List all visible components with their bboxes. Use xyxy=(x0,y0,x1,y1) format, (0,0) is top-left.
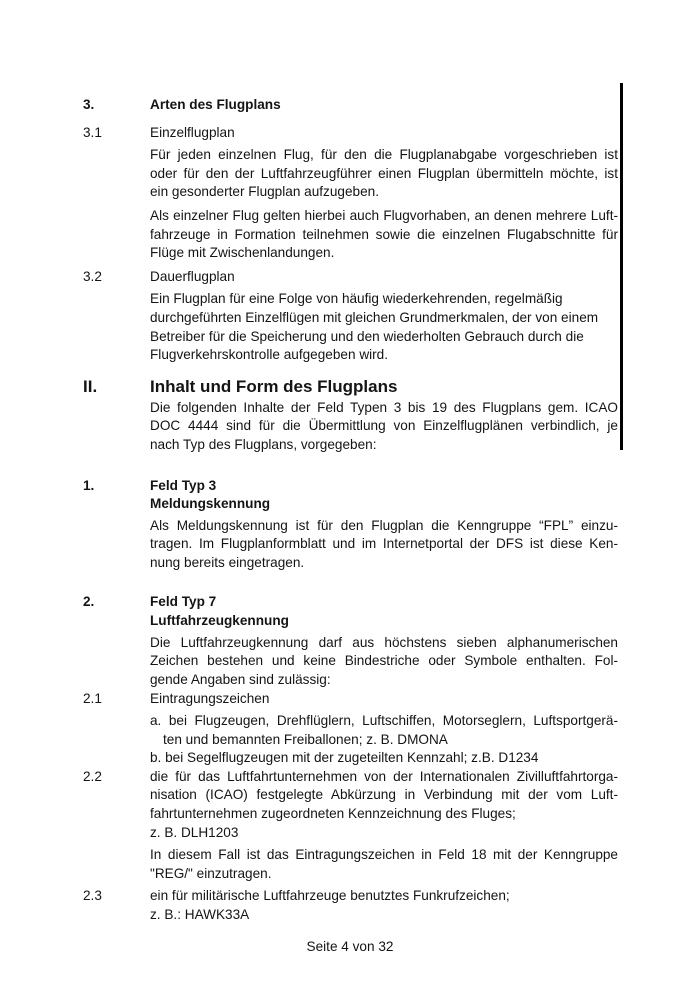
item-number: 3.1 xyxy=(83,124,102,140)
text-line: Ein Flugplan für eine Folge von häufig wiederkehrenden, regelmäßig xyxy=(150,291,563,307)
text-line: Als einzelner Flug gelten hierbei auch Flugvorhaben, an denen mehrere Luft- xyxy=(150,207,618,223)
text-line: die für das Luftfahrtunternehmen von der Internationalen Zivilluftfahrtorga- xyxy=(150,768,618,784)
text-line: Zeichen bestehen und keine Bindestriche oder Symbole enthalten. Fol- xyxy=(150,653,618,669)
text-line: Die folgenden Inhalte der Feld Typen 3 bis 19 des Flugplans gem. ICAO xyxy=(150,399,618,415)
chapter-title xyxy=(150,376,618,397)
item-label-3-2 xyxy=(83,268,618,287)
paragraph-text xyxy=(150,146,618,202)
paragraph-text xyxy=(150,768,618,842)
text-line: b. bei Segelflugzeugen mit der zugeteilten Kennzahl; z.B. D1234 xyxy=(150,750,539,766)
text-line: Meldungskennung xyxy=(150,496,271,512)
page-footer: Seite 4 von 32 xyxy=(306,939,394,954)
item-number: 2.3 xyxy=(83,888,102,904)
text-line: ein für militärische Luftfahrzeuge benutztes Funkrufzeichen; xyxy=(150,888,510,904)
paragraph xyxy=(83,634,618,690)
paragraph-text xyxy=(150,887,618,924)
text-line: fahrzeuge in Formation teilnehmen sowie die einzelnen Flugabschnitte für xyxy=(150,226,618,242)
paragraph-text xyxy=(150,290,618,364)
paragraph xyxy=(83,207,618,263)
paragraph-text xyxy=(150,846,618,883)
paragraph xyxy=(83,517,618,573)
text-line: Inhalt und Form des Flugplans xyxy=(150,376,398,396)
text-line: In diesem Fall ist das Eintragungszeichen in Feld 18 mit der Kenngruppe xyxy=(150,847,618,863)
chapter-heading-2 xyxy=(83,376,618,397)
text-line: Einzelflugplan xyxy=(150,124,235,140)
text-line: DOC 4444 sind für die Übermittlung von Einzelflugplänen verbindlich, je xyxy=(150,418,618,434)
text-line: z. B.: HAWK33A xyxy=(150,906,250,922)
text-line: fahrtunternehmen zugeordneten Kennzeichnung des Fluges; xyxy=(150,806,516,821)
text-line: Eintragungszeichen xyxy=(150,691,270,707)
item-label-3-1 xyxy=(83,124,618,143)
text-line: Für jeden einzelnen Flug, für den die Flugplanabgabe vorgeschrieben ist xyxy=(150,147,618,163)
paragraph xyxy=(83,290,618,364)
section-heading-3 xyxy=(83,96,618,115)
text-line: gende Angaben sind zulässig: xyxy=(150,671,331,687)
list-text xyxy=(150,712,618,768)
sub-heading-feld-typ-7 xyxy=(83,593,618,630)
text-line: a. bei Flugzeugen, Drehflüglern, Luftschiffen, Motorseglern, Luftsportgerä- xyxy=(150,713,618,729)
text-line: nach Typ des Flugplans, vorgegeben: xyxy=(150,436,377,452)
text-line: Als Meldungskennung ist für den Flugplan die Kenngruppe “FPL” einzu- xyxy=(150,517,618,533)
text-line: Betreiber für die Speicherung und den wiederholten Gebrauch durch die xyxy=(150,328,584,344)
paragraph-text xyxy=(150,399,618,455)
item-title xyxy=(150,124,618,143)
text-line: z. B. DLH1203 xyxy=(150,824,239,840)
paragraph-text xyxy=(150,634,618,690)
text-line: Arten des Flugplans xyxy=(150,97,281,112)
text-line: nisation (ICAO) festgelegte Abkürzung in Verbindung mit der vom Luft- xyxy=(150,787,618,803)
sub-heading-number: 2. xyxy=(83,594,95,610)
item-paragraph-2-3 xyxy=(83,887,618,924)
text-line: Luftfahrzeugkennung xyxy=(150,613,289,629)
paragraph xyxy=(83,846,618,883)
text-line: "REG/" einzutragen. xyxy=(150,865,272,881)
paragraph xyxy=(83,146,618,202)
item-title xyxy=(150,690,618,709)
text-line: Flüge mit Zwischenlandungen. xyxy=(150,245,335,261)
text-line: ein gesonderter Flugplan aufzugeben. xyxy=(150,184,379,200)
item-label-2-1 xyxy=(83,690,618,709)
section-title xyxy=(150,96,618,115)
text-line: oder für den der Luftfahrzeugführer einen Flugplan übermitteln möchte, ist xyxy=(150,165,618,181)
sub-heading-number: 1. xyxy=(83,477,95,493)
text-line: nung bereits eingetragen. xyxy=(150,554,305,570)
document-body xyxy=(83,96,618,925)
text-line: Flugverkehrskontrolle aufgegeben wird. xyxy=(150,347,389,363)
text-line: ten und bemannten Freiballonen; z. B. DMONA xyxy=(163,731,448,747)
sub-heading-feld-typ-3 xyxy=(83,477,618,514)
text-line: tragen. Im Flugplanformblatt und im Internetportal der DFS ist diese Ken- xyxy=(150,536,618,552)
item-number: 2.1 xyxy=(83,691,102,707)
text-line: Feld Typ 7 xyxy=(150,594,217,610)
item-paragraph-2-2 xyxy=(83,768,618,842)
section-number: 3. xyxy=(83,97,95,112)
paragraph-text xyxy=(150,207,618,263)
paragraph xyxy=(83,399,618,455)
sub-heading-title xyxy=(150,593,618,630)
text-line: Dauerflugplan xyxy=(150,268,235,284)
chapter-number: II. xyxy=(83,376,98,396)
text-line: Die Luftfahrzeugkennung darf aus höchstens sieben alphanumerischen xyxy=(150,634,618,650)
item-title xyxy=(150,268,618,287)
paragraph-text xyxy=(150,517,618,573)
item-number: 2.2 xyxy=(83,768,102,784)
text-line: durchgeführten Einzelflügen mit gleichen Grundmerkmalen, der von einem xyxy=(150,309,599,325)
list-paragraph xyxy=(83,712,618,768)
sub-heading-title xyxy=(150,477,618,514)
revision-change-bar xyxy=(620,83,623,450)
text-line: Feld Typ 3 xyxy=(150,477,217,493)
item-number: 3.2 xyxy=(83,268,102,284)
